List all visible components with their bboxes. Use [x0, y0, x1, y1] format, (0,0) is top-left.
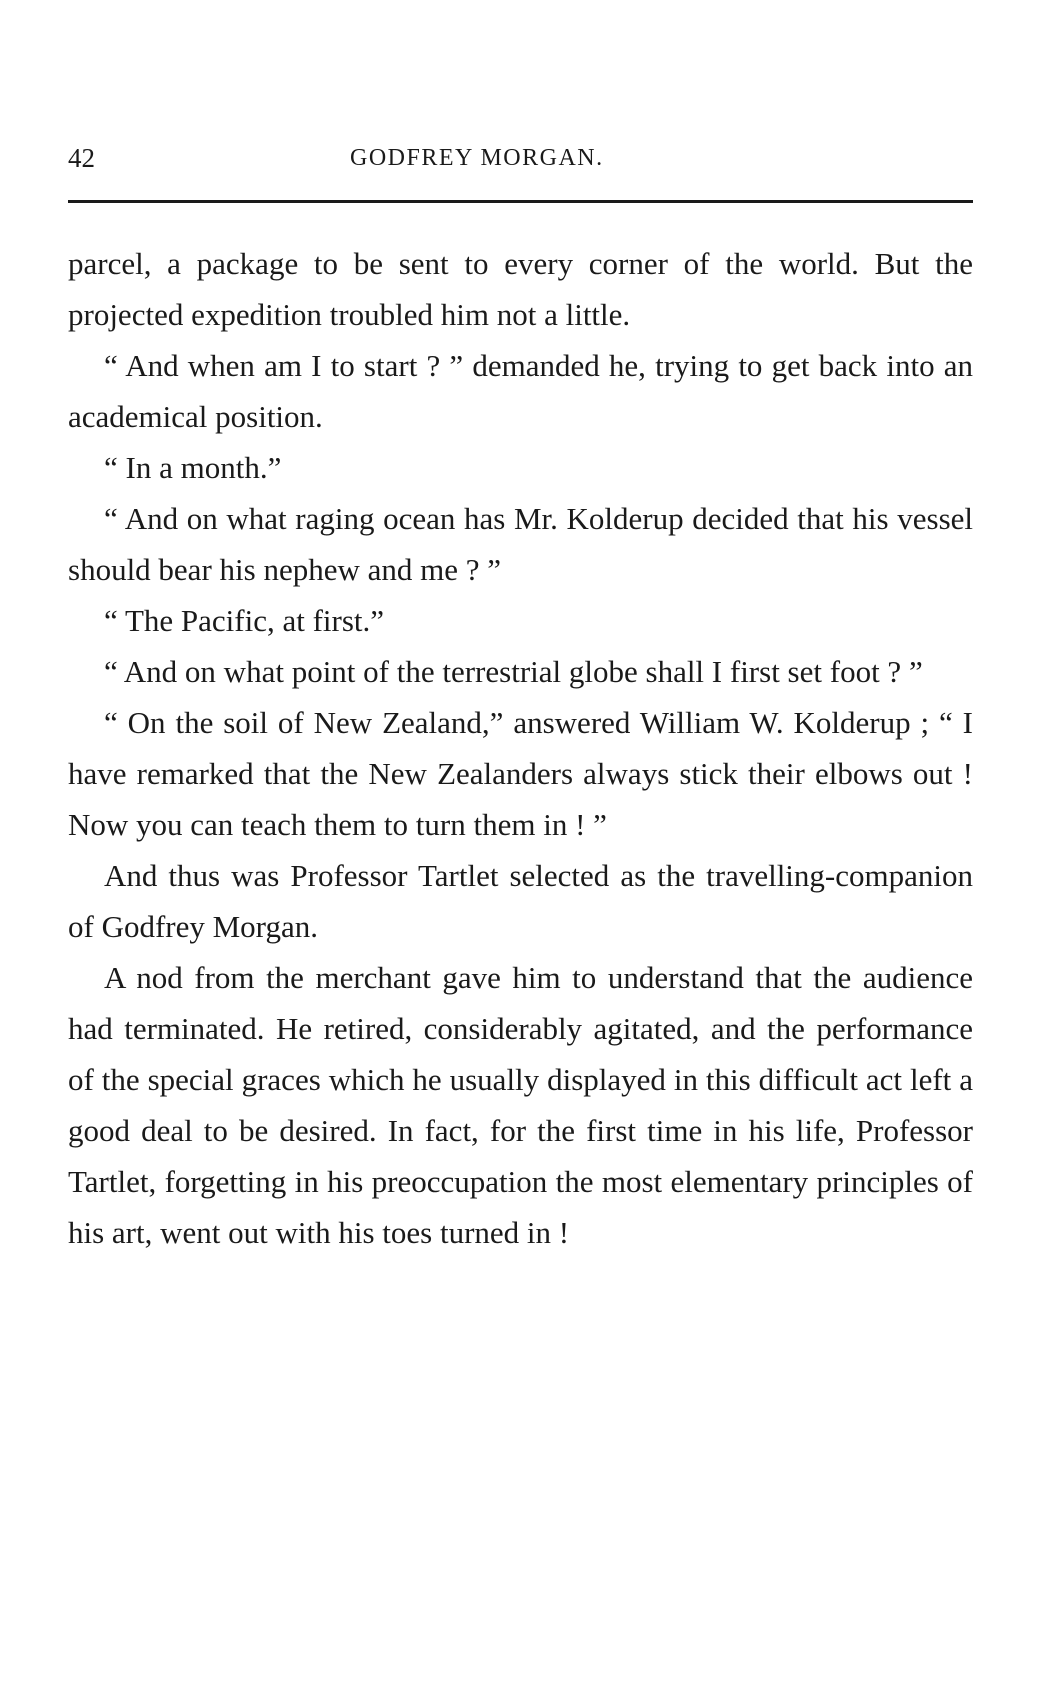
- text-body: [68, 238, 973, 1258]
- page-number: 42: [68, 143, 95, 173]
- header-rule: [68, 200, 973, 203]
- paragraph-1: parcel, a package to be sent to every corner of the world. But the projected expedition troubled him not a little.: [68, 246, 973, 332]
- paragraph-5: “ The Pacific, at first.”: [104, 603, 385, 638]
- running-title: GODFREY MORGAN.: [350, 145, 604, 171]
- paragraph-4: “ And on what raging ocean has Mr. Kolderup decided that his vessel should bear his nephew and me ? ”: [68, 501, 973, 587]
- paragraph-7: “ On the soil of New Zealand,” answered William W. Kolderup ; “ I have remarked that the New Zealanders always stick their elbows out ! Now you can teach them to turn them in ! ”: [68, 705, 973, 842]
- paragraph-8: And thus was Professor Tartlet selected as the travelling-companion of Godfrey Morgan.: [68, 858, 973, 944]
- paragraph-2: “ And when am I to start ? ” demanded he, trying to get back into an academical position.: [68, 348, 973, 434]
- paragraph-9: A nod from the merchant gave him to understand that the audience had terminated. He retired, considerably agitated, and the performance of the special graces which he usually displayed in this difficult act left a good deal to be desired. In fact, for the first time in his life, Professor Tartlet, forgetting in his preoccupation the most elementary principles of his art, went out with his toes turned in !: [68, 960, 973, 1250]
- running-head: [68, 138, 973, 178]
- paragraph-6: “ And on what point of the terrestrial globe shall I first set foot ? ”: [104, 654, 923, 689]
- paragraph-3: “ In a month.”: [104, 450, 282, 485]
